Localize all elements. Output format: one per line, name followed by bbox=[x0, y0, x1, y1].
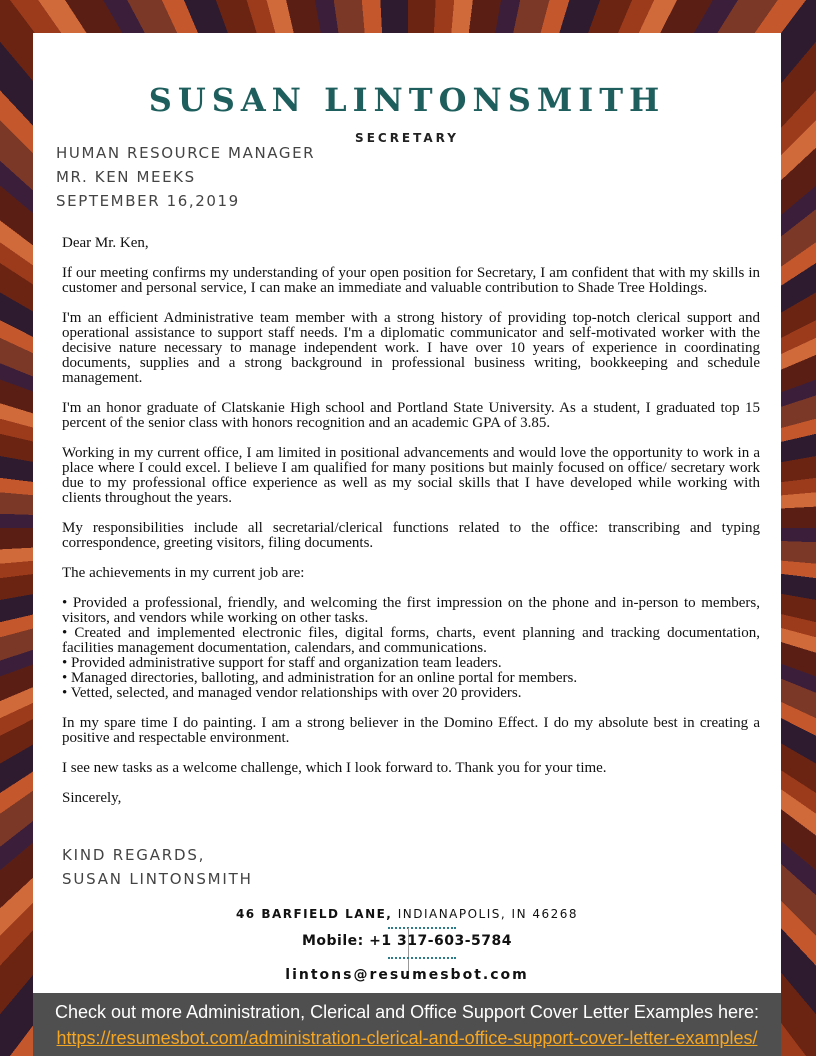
salutation: Dear Mr. Ken, bbox=[62, 235, 149, 251]
paragraph: I'm an efficient Administrative team member with a strong history of providing top-notch clerical support and operational assistance to support staff needs. I'm a diplomatic communicator and self-motivated worker with the decisive nature necessary to manage independent work. I have over 10 years of experience in coordinating documents, supplies and a strong background in professional business writing, bookkeeping and schedule management. bbox=[62, 310, 760, 386]
paragraph: If our meeting confirms my understanding of your open position for Secretary, I am confident that with my skills in customer and personal service, I can make an immediate and valuable contribution to Shade Tree Holdings. bbox=[62, 265, 760, 296]
paragraph: In my spare time I do painting. I am a strong believer in the Domino Effect. I do my absolute best in creating a positive and respectable environment. bbox=[62, 715, 760, 746]
dotted-divider bbox=[388, 927, 456, 929]
address bbox=[33, 907, 781, 921]
applicant-role: SECRETARY bbox=[355, 131, 459, 145]
list-item: • Provided a professional, friendly, and welcoming the first impression on the phone and in-person to members, visitors, and vendors while working on other tasks. bbox=[62, 596, 760, 626]
recipient-title: HUMAN RESOURCE MANAGER bbox=[56, 144, 316, 162]
closing-block bbox=[62, 843, 253, 891]
recipient-name: MR. KEN MEEKS bbox=[56, 168, 196, 186]
list-item: • Created and implemented electronic files, digital forms, charts, event planning and tracking documentation, facilities management documentation, calendars, and communications. bbox=[62, 626, 760, 656]
paragraph: I'm an honor graduate of Clatskanie High school and Portland State University. As a student, I graduated top 15 percent of the senior class with honors recognition and an academic GPA of 3.85. bbox=[62, 400, 760, 431]
paragraph: Working in my current office, I am limited in positional advancements and would love the opportunity to work in a place where I could excel. I believe I am qualified for many positions but mainly focused on office/ secretary work due to my professional office experience as well as my social skills that I have developed while working with clients throughout the years. bbox=[62, 445, 760, 506]
paragraph: My responsibilities include all secretarial/clerical functions related to the office: transcribing and typing correspondence, greeting visitors, filing documents. bbox=[62, 520, 760, 551]
dotted-divider bbox=[388, 957, 456, 959]
city: INDIANAPOLIS, IN 46268 bbox=[392, 907, 579, 921]
applicant-name: SUSAN LINTONSMITH bbox=[148, 81, 666, 119]
sign-off: Sincerely, bbox=[62, 790, 122, 806]
phone[interactable]: Mobile: +1 317-603-5784 bbox=[301, 933, 512, 949]
list-item: • Managed directories, balloting, and administration for an online portal for members. bbox=[62, 671, 760, 686]
banner-link[interactable]: https://resumesbot.com/administration-clerical-and-office-support-cover-letter-examples/ bbox=[56, 1028, 758, 1048]
street: 46 BARFIELD LANE, bbox=[235, 907, 393, 921]
letter-body bbox=[62, 236, 760, 821]
list-item: • Provided administrative support for staff and organization team leaders. bbox=[62, 656, 760, 671]
list-item: • Vetted, selected, and managed vendor relationships with over 20 providers. bbox=[62, 686, 760, 701]
recipient-block bbox=[56, 141, 315, 213]
letter-date: SEPTEMBER 16,2019 bbox=[56, 192, 240, 210]
achievements-list bbox=[62, 596, 760, 701]
promo-banner bbox=[33, 993, 781, 1056]
closing-regards: KIND REGARDS, bbox=[62, 846, 206, 864]
banner-text: Check out more Administration, Clerical and Office Support Cover Letter Examples here: bbox=[55, 1002, 759, 1022]
closing-name: SUSAN LINTONSMITH bbox=[62, 870, 253, 888]
paragraph: I see new tasks as a welcome challenge, which I look forward to. Thank you for your time. bbox=[62, 760, 607, 776]
paragraph: The achievements in my current job are: bbox=[62, 565, 305, 581]
letter-page bbox=[33, 33, 781, 1056]
email-link[interactable]: lintons@resumesbot.com bbox=[285, 967, 529, 983]
